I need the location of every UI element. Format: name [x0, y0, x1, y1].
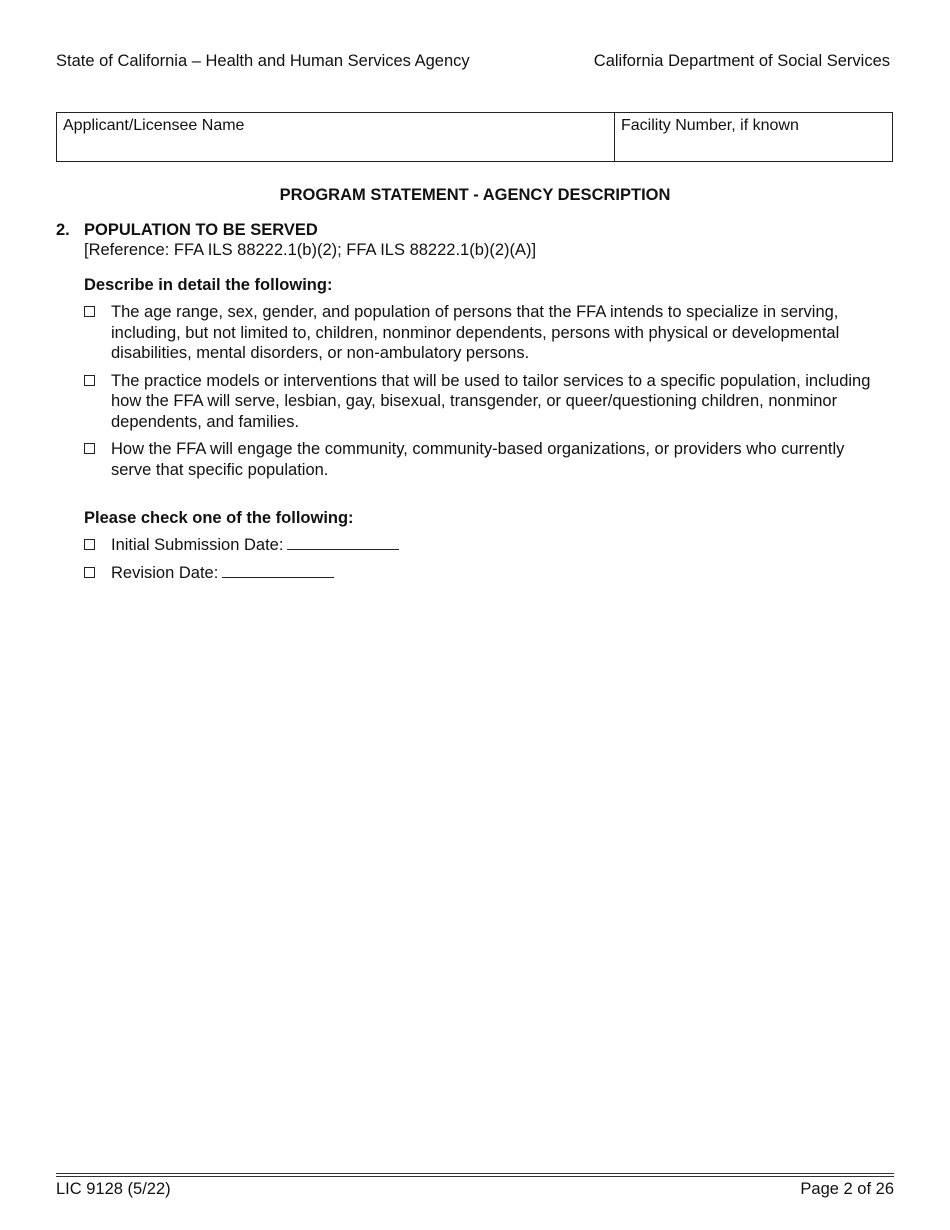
page-number: Page 2 of 26 [800, 1180, 894, 1198]
check-one-heading: Please check one of the following: [84, 509, 354, 527]
initial-submission-option [84, 535, 884, 556]
describe-item-practice-models [84, 371, 884, 433]
submission-type-checklist [84, 535, 884, 583]
describe-checklist [84, 302, 884, 480]
revision-label: Revision Date: [111, 563, 219, 582]
describe-heading: Describe in detail the following: [84, 276, 333, 294]
section-title: PROGRAM STATEMENT - AGENCY DESCRIPTION [279, 186, 671, 204]
facility-number-field[interactable] [615, 113, 892, 161]
agency-name: State of California – Health and Human Services Agency [56, 52, 470, 70]
checkbox[interactable] [84, 306, 95, 317]
facility-number-label: Facility Number, if known [621, 117, 799, 134]
page-header [56, 52, 890, 71]
initial-submission-label: Initial Submission Date: [111, 536, 284, 554]
form-id: LIC 9128 (5/22) [56, 1180, 171, 1198]
department-name: California Department of Social Services [593, 52, 890, 70]
initial-submission-checkbox[interactable] [84, 539, 95, 550]
describe-item-community [84, 439, 884, 480]
footer-rule [56, 1176, 894, 1177]
checkbox[interactable] [84, 443, 95, 454]
revision-checkbox[interactable] [84, 567, 95, 578]
item-reference: [Reference: FFA ILS 88222.1(b)(2); FFA ILS 88222.1(b)(2)(A)] [84, 241, 537, 259]
describe-item-text: The age range, sex, gender, and population of persons that the FFA intends to specialize in serving, including, but not limited to, children, nonminor dependents, persons with physical or developmental disabilities, mental disorders, or non-ambulatory persons. [111, 303, 840, 362]
applicant-info-table [56, 112, 893, 162]
describe-item-age-range [84, 302, 884, 364]
revision-date-blank[interactable] [222, 563, 334, 578]
page-footer [56, 1180, 894, 1199]
item-number: 2. [56, 221, 70, 239]
applicant-name-field[interactable] [57, 113, 615, 161]
footer-rule [56, 1173, 894, 1174]
initial-submission-date-blank[interactable] [287, 535, 399, 550]
revision-option [84, 563, 884, 584]
describe-item-text: How the FFA will engage the community, community-based organizations, or providers who currently serve that specific population. [111, 440, 845, 479]
item-title: POPULATION TO BE SERVED [84, 221, 318, 239]
describe-item-text: The practice models or interventions that will be used to tailor services to a specific population, including how the FFA will serve, lesbian, gay, bisexual, transgender, or queer/questioning children, nonminor dependents, and families. [111, 371, 871, 431]
applicant-name-label: Applicant/Licensee Name [63, 117, 245, 134]
checkbox[interactable] [84, 375, 95, 386]
